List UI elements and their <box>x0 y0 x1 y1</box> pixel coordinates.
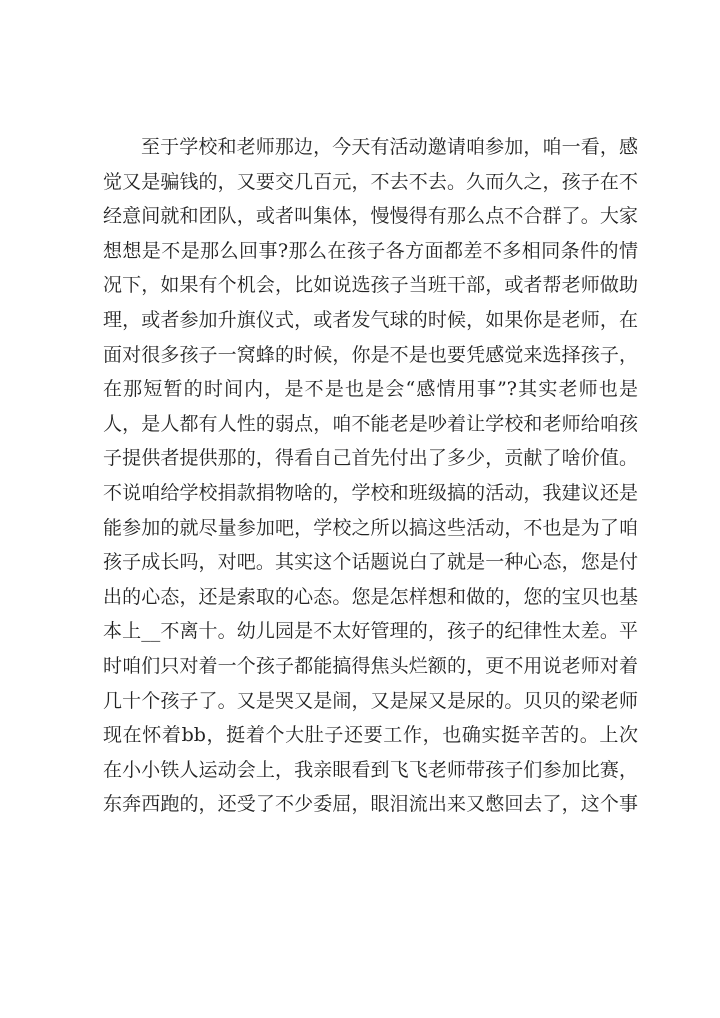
text-line: 现在怀着bb，挺着个大肚子还要工作，也确实挺辛苦的。上次 <box>103 724 638 747</box>
text-line: 面对很多孩子一窝蜂的时候，你是不是也要凭感觉来选择孩子， <box>103 343 638 366</box>
text-line: 理，或者参加升旗仪式，或者发气球的时候，如果你是老师，在 <box>103 308 638 331</box>
text-line: 在那短暂的时间内，是不是也是会“感情用事”?其实老师也是 <box>103 378 638 401</box>
text-line: 能参加的就尽量参加吧，学校之所以搞这些活动，不也是为了咱 <box>103 516 638 539</box>
text-line: 至于学校和老师那边，今天有活动邀请咱参加，咱一看，感 <box>141 136 638 158</box>
text-line: 出的心态，还是索取的心态。您是怎样想和做的，您的宝贝也基 <box>103 585 638 608</box>
text-line: 几十个孩子了。又是哭又是闹，又是屎又是尿的。贝贝的梁老师 <box>103 689 638 712</box>
text-line: 想想是不是那么回事?那么在孩子各方面都差不多相同条件的情 <box>103 239 638 262</box>
text-line: 不说咱给学校捐款捐物啥的，学校和班级搞的活动，我建议还是 <box>103 481 638 504</box>
text-line: 觉又是骗钱的，又要交几百元，不去不去。久而久之，孩子在不 <box>103 170 638 193</box>
text-line: 经意间就和团队，或者叫集体，慢慢得有那么点不合群了。大家 <box>103 205 638 228</box>
text-line: 子提供者提供那的，得看自己首先付出了多少，贡献了啥价值。 <box>103 447 638 470</box>
text-line: 时咱们只对着一个孩子都能搞得焦头烂额的，更不用说老师对着 <box>103 654 638 677</box>
text-line: 东奔西跑的，还受了不少委屈，眼泪流出来又憋回去了，这个事 <box>103 793 638 816</box>
text-line: 本上__不离十。幼儿园是不太好管理的，孩子的纪律性太差。平 <box>103 620 638 643</box>
text-line: 人，是人都有人性的弱点，咱不能老是吵着让学校和老师给咱孩 <box>103 412 638 435</box>
text-line: 况下，如果有个机会，比如说选孩子当班干部，或者帮老师做助 <box>103 274 638 297</box>
text-line: 孩子成长吗，对吧。其实这个话题说白了就是一种心态，您是付 <box>103 551 638 574</box>
text-line: 在小小铁人运动会上，我亲眼看到飞飞老师带孩子们参加比赛， <box>103 758 638 781</box>
body-paragraph <box>103 130 638 822</box>
